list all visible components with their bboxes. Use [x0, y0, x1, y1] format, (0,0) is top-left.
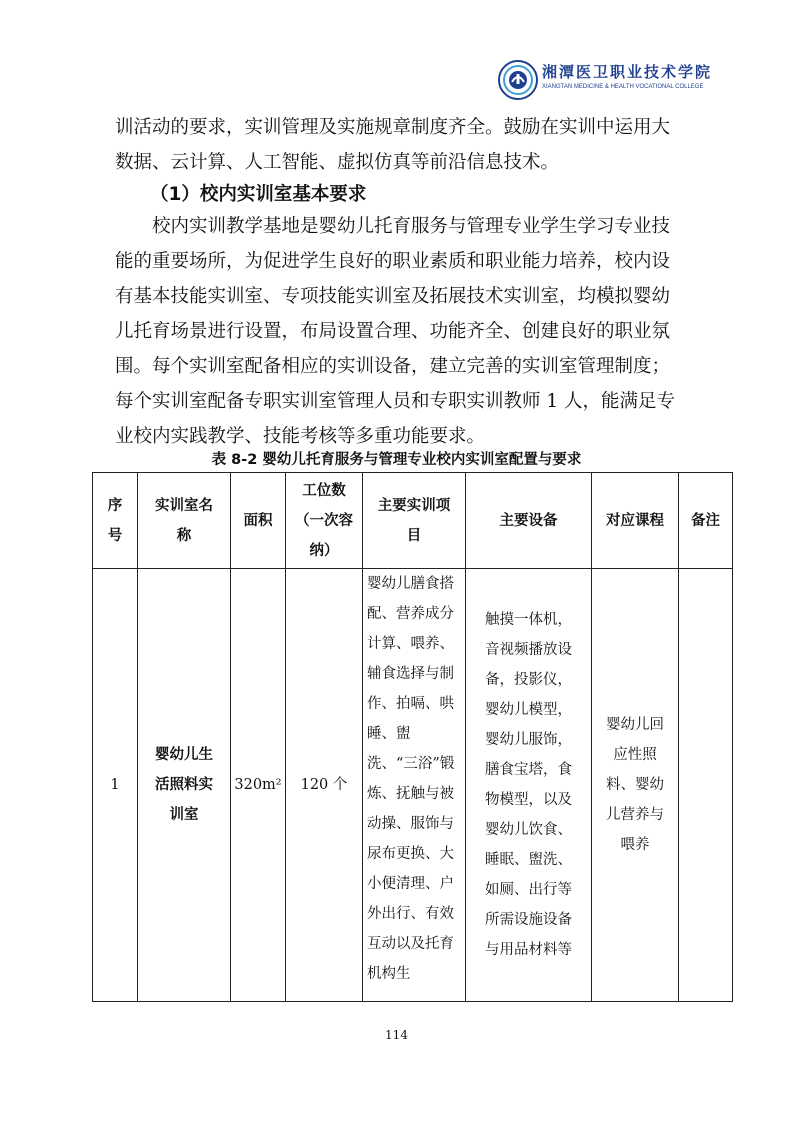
- cell-equipment: 触摸一体机，音视频播放设备，投影仪，婴幼儿模型，婴幼儿服饰，膳食宝塔，食物模型，以及婴幼儿饮食、睡眠、盥洗、如厕、出行等所需设施设备与用品材料等: [466, 569, 592, 1002]
- header-equipment: 主要设备: [466, 473, 592, 569]
- header-courses: 对应课程: [592, 473, 679, 569]
- training-room-table: [92, 472, 733, 1002]
- cell-seq: 1: [93, 569, 138, 1002]
- college-name-cn: 湘潭医卫职业技术学院: [542, 63, 713, 81]
- college-name-en: XIANGTAN MEDICINE & HEALTH VOCATIONAL COLLEGE: [542, 84, 704, 90]
- section-heading: （1）校内实训室基本要求: [150, 184, 367, 205]
- header-seq: 序号: [93, 473, 138, 569]
- header-items: 主要实训项目: [363, 473, 466, 569]
- table-caption: 表 8-2 婴幼儿托育服务与管理专业校内实训室配置与要求: [211, 452, 582, 468]
- cell-courses: 婴幼儿回应性照料、婴幼儿营养与喂养: [592, 569, 679, 1002]
- cell-area: 320m²: [231, 569, 286, 1002]
- table-row: [93, 569, 733, 1002]
- paragraph-intro: 训活动的要求，实训管理及实施规章制度齐全。鼓励在实训中运用大数据、云计算、人工智能、虚拟仿真等前沿信息技术。: [115, 117, 671, 173]
- cell-room-name: 婴幼儿生活照料实训室: [138, 569, 231, 1002]
- page-number: 114: [385, 1028, 408, 1042]
- header-room: 实训室名称: [138, 473, 231, 569]
- header-area: 面积: [231, 473, 286, 569]
- college-emblem-icon: [498, 60, 538, 100]
- cell-training-items: 婴幼儿膳食搭配、营养成分计算、喂养、辅食选择与制作、拍嗝、哄睡、盥洗、“三浴”锻炼、抚触与被动操、服饰与尿布更换、大小便清理、户外出行、有效互动以及托育机构生: [363, 569, 466, 1002]
- cell-notes: [679, 569, 733, 1002]
- header-notes: 备注: [679, 473, 733, 569]
- paragraph-training-base: 校内实训教学基地是婴幼儿托育服务与管理专业学生学习专业技能的重要场所，为促进学生良好的职业素质和职业能力培养，校内设有基本技能实训室、专项技能实训室及拓展技术实训室，均模拟婴幼儿托育场景进行设置，布局设置合理、功能齐全、创建良好的职业氛围。每个实训室配备相应的实训设备，建立完善的实训室管理制度；每个实训室配备专职实训室管理人员和专职实训教师 1 人，能满足专业校内实践教学、技能考核等多重功能要求。: [115, 216, 676, 447]
- cell-stations: 120 个: [286, 569, 363, 1002]
- table-header-row: [93, 473, 733, 569]
- header-stations: 工位数（一次容纳）: [286, 473, 363, 569]
- college-logo: [498, 58, 713, 102]
